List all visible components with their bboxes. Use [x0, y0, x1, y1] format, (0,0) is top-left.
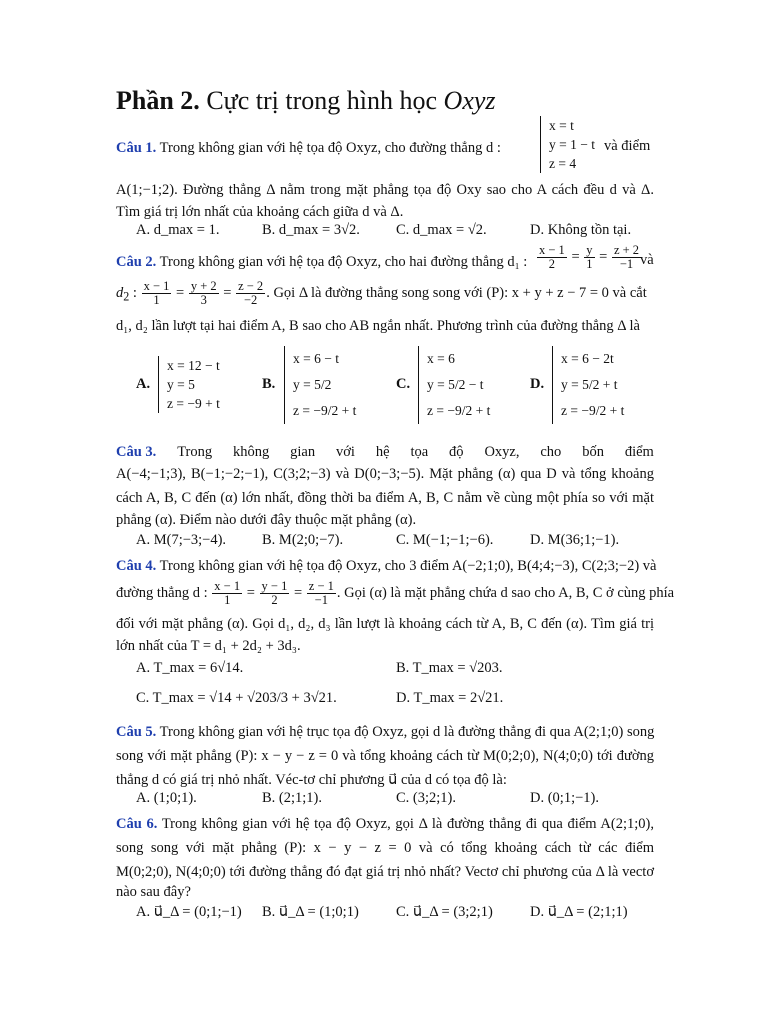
q3-line2: A(−4;−1;3), B(−1;−2;−1), C(3;2;−3) và D(0;−3;−5). Mặt phẳng (α) qua D và tổng khoảng: [116, 466, 654, 482]
q2-option-a-label[interactable]: A.: [136, 376, 151, 392]
q5-line2: song với mặt phẳng (P): x − y − z = 0 và tổng khoảng cách từ M(0;2;0), N(4;0;0) tới đường: [116, 748, 654, 764]
q6-line4: nào sau đây?: [116, 884, 191, 900]
q4-line3: đối với mặt phẳng (α). Gọi d₁, d₂, d₃ lần lượt là khoảng cách từ A, B, C đến (α). Tìm giá trị: [116, 616, 654, 632]
q3-option-b[interactable]: B. M(2;0;−7).: [262, 532, 344, 548]
q1-option-c[interactable]: C. d_max = √2.: [396, 222, 487, 238]
q4-option-b[interactable]: B. T_max = √203.: [396, 660, 503, 676]
q1-option-a[interactable]: A. d_max = 1.: [136, 222, 220, 238]
q3-line3: cách A, B, C đến (α) lớn nhất, đồng thời ba điểm A, B, C nằm về cùng một phía so với mặt: [116, 490, 654, 506]
q4-option-d[interactable]: D. T_max = 2√21.: [396, 690, 504, 706]
q1-option-d[interactable]: D. Không tồn tại.: [530, 222, 632, 238]
q1-system: x = t y = 1 − t z = 4: [540, 116, 595, 173]
q2-option-a-system[interactable]: x = 12 − t y = 5 z = −9 + t: [158, 356, 220, 413]
q4-line1: Câu 4. Trong không gian với hệ tọa độ Oxyz, cho 3 điểm A(−2;1;0), B(4;4;−3), C(2;3;−2) và: [116, 558, 657, 574]
q5-option-c[interactable]: C. (3;2;1).: [396, 790, 457, 806]
q4-line2: đường thẳng d : $\frac{x - 1}{1}$ = $\frac{y - 1}{2}$ = $\frac{z - 1}{-1}$ . Gọi (α) là mặt phẳng chứa d sao cho A, B, C ở cùng phía: [116, 579, 675, 607]
q6-option-b[interactable]: B. u⃗_Δ = (1;0;1): [262, 904, 359, 920]
q6-option-c[interactable]: C. u⃗_Δ = (3;2;1): [396, 904, 493, 920]
q6-option-a[interactable]: A. u⃗_Δ = (0;1;−1): [136, 904, 242, 920]
q5-option-a[interactable]: A. (1;0;1).: [136, 790, 197, 806]
q2-d1-equation: $\frac{x - 1}{2}$ = $\frac{y}{1}$ = $\frac{z + 2}{-1}$: [539, 243, 640, 271]
q5-line1: Câu 5. Trong không gian với hệ trục tọa độ Oxyz, gọi d là đường thẳng đi qua A(2;1;0) song: [116, 724, 655, 740]
q2-option-d-system[interactable]: x = 6 − 2t y = 5/2 + t z = −9/2 + t: [552, 346, 624, 424]
q3-line4: phẳng (α). Điểm nào dưới đây thuộc mặt phẳng (α).: [116, 512, 417, 528]
q4-option-a[interactable]: A. T_max = 6√14.: [136, 660, 244, 676]
q6-line3: M(0;2;0), N(4;0;0) tới đường thẳng đó đạt giá trị nhỏ nhất? Vectơ chỉ phương của Δ là vectơ: [116, 864, 654, 880]
q3-option-d[interactable]: D. M(36;1;−1).: [530, 532, 620, 548]
q6-line1: Câu 6. Trong không gian với hệ tọa độ Oxyz, gọi Δ là đường thẳng đi qua điểm A(2;1;0),: [116, 816, 654, 832]
q1-line1-tail: và điểm: [604, 138, 651, 154]
section-title: Phần 2. Cực trị trong hình học Oxyz: [116, 86, 496, 115]
q2-option-b-label[interactable]: B.: [262, 376, 276, 392]
q2-option-c-system[interactable]: x = 6 y = 5/2 − t z = −9/2 + t: [418, 346, 490, 424]
q2-option-d-label[interactable]: D.: [530, 376, 545, 392]
q2-option-b-system[interactable]: x = 6 − t y = 5/2 z = −9/2 + t: [284, 346, 356, 424]
q5-line3: thẳng d có giá trị nhỏ nhất. Véc-tơ chỉ phương u⃗ của d có tọa độ là:: [116, 772, 507, 788]
q2-line1-tail: và: [640, 252, 654, 268]
q1-line3: Tìm giá trị lớn nhất của khoảng cách giữa d và Δ.: [116, 204, 404, 220]
q2-line2: $d_2$ : $\frac{x - 1}{1}$ = $\frac{y + 2}{3}$ = $\frac{z - 2}{-2}$ . Gọi Δ là đường thẳng song song với (P): x + y + z − 7 = 0 và cắt: [116, 279, 647, 307]
q3-line1: Câu 3. Trong không gian với hệ tọa độ Oxyz, cho bốn điểm: [116, 444, 654, 460]
q1-line1: Câu 1. Trong không gian với hệ tọa độ Oxyz, cho đường thẳng d :: [116, 140, 501, 156]
q2-line3: d₁, d₂ lần lượt tại hai điểm A, B sao cho AB ngắn nhất. Phương trình của đường thẳng Δ là: [116, 318, 640, 334]
q1-line2: A(1;−1;2). Đường thẳng Δ nằm trong mặt phẳng tọa độ Oxy sao cho A cách đều d và Δ.: [116, 182, 654, 198]
q1-option-b[interactable]: B. d_max = 3√2.: [262, 222, 360, 238]
q5-option-d[interactable]: D. (0;1;−1).: [530, 790, 599, 806]
q5-option-b[interactable]: B. (2;1;1).: [262, 790, 323, 806]
q4-option-c[interactable]: C. T_max = √14 + √203/3 + 3√21.: [136, 690, 337, 706]
q3-option-a[interactable]: A. M(7;−3;−4).: [136, 532, 227, 548]
q2-option-c-label[interactable]: C.: [396, 376, 411, 392]
q2-line1: Câu 2. Trong không gian với hệ tọa độ Oxyz, cho hai đường thẳng d₁ :: [116, 254, 528, 270]
q4-line4: lớn nhất của T = d₁ + 2d₂ + 3d₃.: [116, 638, 301, 654]
q6-option-d[interactable]: D. u⃗_Δ = (2;1;1): [530, 904, 628, 920]
q6-line2: song song với mặt phẳng (P): x − y − z = 0 và có tổng khoảng cách từ các điểm: [116, 840, 654, 856]
q3-option-c[interactable]: C. M(−1;−1;−6).: [396, 532, 494, 548]
